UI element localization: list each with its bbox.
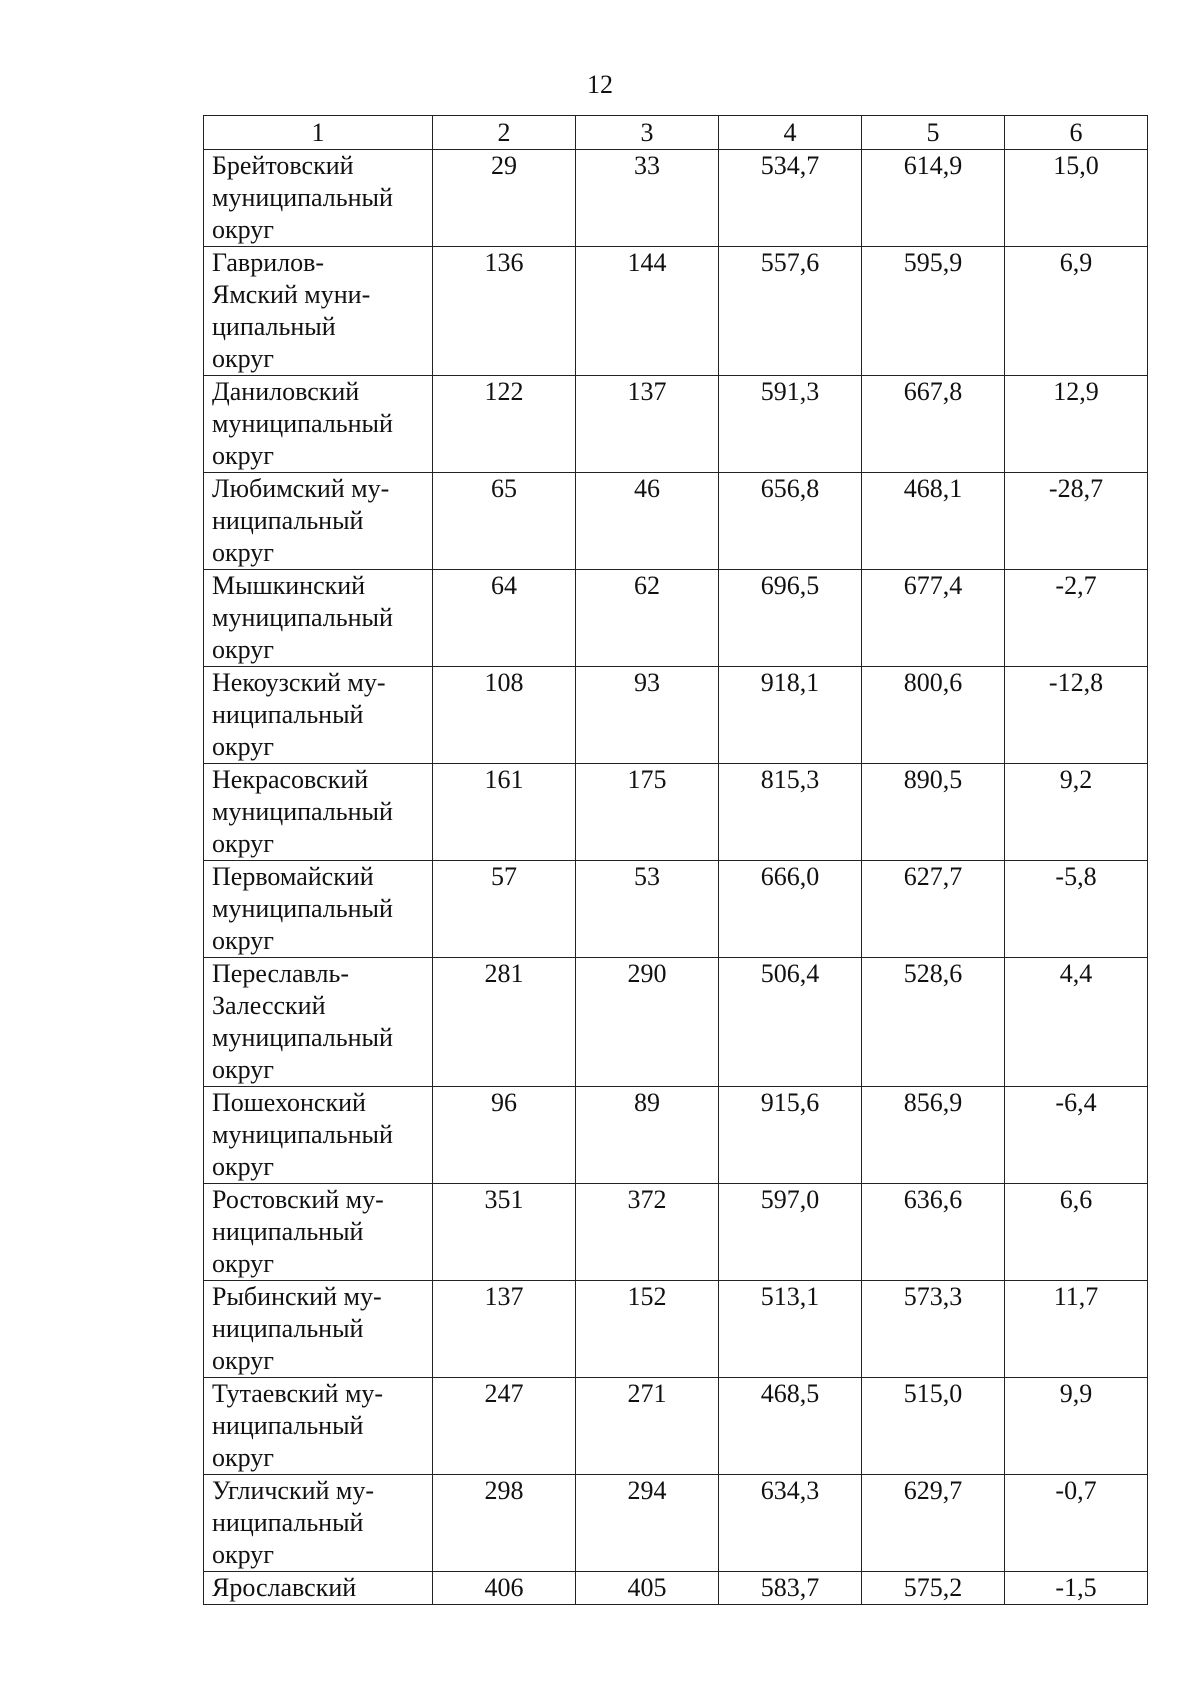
column-header: 3: [576, 116, 719, 150]
value-cell-c2: 351: [433, 1184, 576, 1281]
column-header: 6: [1005, 116, 1148, 150]
district-name-line: ниципальный: [212, 700, 364, 729]
district-name-cell: [204, 473, 433, 570]
district-name-line: Залесский: [212, 991, 326, 1020]
value-cell-c5: 636,6: [862, 1184, 1005, 1281]
district-name-cell: [204, 570, 433, 667]
table-row: [204, 247, 1148, 376]
value-cell-c3: 33: [576, 150, 719, 247]
district-name-cell: [204, 1475, 433, 1572]
value-cell-c4: 696,5: [719, 570, 862, 667]
value-cell-c3: 152: [576, 1281, 719, 1378]
table-row: [204, 1572, 1148, 1605]
district-name-line: Переславль-: [212, 959, 349, 988]
value-cell-c2: 108: [433, 667, 576, 764]
value-cell-c3: 62: [576, 570, 719, 667]
page-number: 12: [587, 70, 613, 99]
value-cell-c3: 372: [576, 1184, 719, 1281]
value-cell-c5: 890,5: [862, 764, 1005, 861]
district-name-line: Угличский му-: [212, 1476, 375, 1505]
value-cell-c6: -6,4: [1005, 1087, 1148, 1184]
value-cell-c4: 915,6: [719, 1087, 862, 1184]
value-cell-c2: 298: [433, 1475, 576, 1572]
value-cell-c4: 815,3: [719, 764, 862, 861]
value-cell-c5: 528,6: [862, 958, 1005, 1087]
value-cell-c6: 6,6: [1005, 1184, 1148, 1281]
value-cell-c3: 175: [576, 764, 719, 861]
value-cell-c3: 137: [576, 376, 719, 473]
value-cell-c2: 122: [433, 376, 576, 473]
district-name-line: муниципальный: [212, 1120, 393, 1149]
value-cell-c6: 12,9: [1005, 376, 1148, 473]
value-cell-c5: 595,9: [862, 247, 1005, 376]
value-cell-c6: 11,7: [1005, 1281, 1148, 1378]
district-name-cell: [204, 861, 433, 958]
district-name-cell: [204, 247, 433, 376]
district-name-line: Ярославский: [212, 1573, 357, 1602]
value-cell-c2: 65: [433, 473, 576, 570]
value-cell-c2: 29: [433, 150, 576, 247]
value-cell-c4: 513,1: [719, 1281, 862, 1378]
header-row: [204, 116, 1148, 150]
district-name-cell: [204, 1087, 433, 1184]
value-cell-c6: 9,9: [1005, 1378, 1148, 1475]
district-name-line: Рыбинский му-: [212, 1282, 382, 1311]
value-cell-c6: -2,7: [1005, 570, 1148, 667]
district-name-line: округ: [212, 1249, 274, 1278]
value-cell-c5: 468,1: [862, 473, 1005, 570]
district-name-line: округ: [212, 344, 274, 373]
value-cell-c5: 575,2: [862, 1572, 1005, 1605]
district-name-line: округ: [212, 215, 274, 244]
value-cell-c6: 4,4: [1005, 958, 1148, 1087]
district-name-cell: [204, 376, 433, 473]
district-name-cell: [204, 1378, 433, 1475]
value-cell-c4: 534,7: [719, 150, 862, 247]
value-cell-c4: 468,5: [719, 1378, 862, 1475]
value-cell-c5: 629,7: [862, 1475, 1005, 1572]
district-name-line: округ: [212, 1540, 274, 1569]
value-cell-c4: 591,3: [719, 376, 862, 473]
district-name-line: Любимский му-: [212, 474, 390, 503]
value-cell-c4: 666,0: [719, 861, 862, 958]
value-cell-c2: 406: [433, 1572, 576, 1605]
value-cell-c2: 161: [433, 764, 576, 861]
value-cell-c4: 634,3: [719, 1475, 862, 1572]
district-name-line: Гаврилов-: [212, 248, 325, 277]
table-row: [204, 1281, 1148, 1378]
value-cell-c4: 506,4: [719, 958, 862, 1087]
table-row: [204, 473, 1148, 570]
district-name-line: ниципальный: [212, 506, 364, 535]
district-name-line: округ: [212, 538, 274, 567]
value-cell-c2: 96: [433, 1087, 576, 1184]
value-cell-c2: 247: [433, 1378, 576, 1475]
district-name-cell: [204, 1572, 433, 1605]
district-name-line: ниципальный: [212, 1508, 364, 1537]
table-row: [204, 667, 1148, 764]
value-cell-c4: 557,6: [719, 247, 862, 376]
district-name-line: округ: [212, 1443, 274, 1472]
value-cell-c6: 9,2: [1005, 764, 1148, 861]
table-row: [204, 376, 1148, 473]
value-cell-c3: 405: [576, 1572, 719, 1605]
district-name-line: Даниловский: [212, 377, 360, 406]
value-cell-c3: 46: [576, 473, 719, 570]
district-name-line: ниципальный: [212, 1411, 364, 1440]
district-name-line: муниципальный: [212, 183, 393, 212]
district-name-line: ниципальный: [212, 1314, 364, 1343]
district-name-line: ниципальный: [212, 1217, 364, 1246]
district-name-line: Ямский муни-: [212, 280, 371, 309]
table-row: [204, 570, 1148, 667]
value-cell-c6: -12,8: [1005, 667, 1148, 764]
district-name-line: округ: [212, 1152, 274, 1181]
district-name-cell: [204, 667, 433, 764]
table-header: [204, 116, 1148, 150]
district-name-line: округ: [212, 829, 274, 858]
district-name-cell: [204, 764, 433, 861]
value-cell-c2: 281: [433, 958, 576, 1087]
value-cell-c6: 6,9: [1005, 247, 1148, 376]
table-row: [204, 958, 1148, 1087]
value-cell-c5: 856,9: [862, 1087, 1005, 1184]
district-name-cell: [204, 150, 433, 247]
district-name-line: Ростовский му-: [212, 1185, 384, 1214]
value-cell-c6: -5,8: [1005, 861, 1148, 958]
value-cell-c5: 677,4: [862, 570, 1005, 667]
value-cell-c3: 271: [576, 1378, 719, 1475]
table-body: [204, 150, 1148, 1605]
table-row: [204, 1475, 1148, 1572]
value-cell-c5: 573,3: [862, 1281, 1005, 1378]
table-row: [204, 1087, 1148, 1184]
district-name-line: муниципальный: [212, 603, 393, 632]
column-header: 4: [719, 116, 862, 150]
district-name-line: округ: [212, 1346, 274, 1375]
district-name-cell: [204, 1281, 433, 1378]
district-name-cell: [204, 1184, 433, 1281]
value-cell-c2: 136: [433, 247, 576, 376]
district-name-line: муниципальный: [212, 409, 393, 438]
table-row: [204, 1184, 1148, 1281]
value-cell-c3: 89: [576, 1087, 719, 1184]
value-cell-c6: -1,5: [1005, 1572, 1148, 1605]
district-name-line: Мышкинский: [212, 571, 366, 600]
value-cell-c5: 627,7: [862, 861, 1005, 958]
value-cell-c4: 583,7: [719, 1572, 862, 1605]
district-name-line: муниципальный: [212, 894, 393, 923]
value-cell-c4: 597,0: [719, 1184, 862, 1281]
column-header: 2: [433, 116, 576, 150]
table-row: [204, 764, 1148, 861]
value-cell-c3: 294: [576, 1475, 719, 1572]
column-header: 5: [862, 116, 1005, 150]
table-row: [204, 1378, 1148, 1475]
district-name-line: округ: [212, 732, 274, 761]
district-name-line: Некрасовский: [212, 765, 369, 794]
district-name-line: Некоузский му-: [212, 668, 386, 697]
column-header: 1: [204, 116, 433, 150]
district-name-line: муниципальный: [212, 797, 393, 826]
value-cell-c4: 918,1: [719, 667, 862, 764]
value-cell-c5: 800,6: [862, 667, 1005, 764]
value-cell-c6: -0,7: [1005, 1475, 1148, 1572]
district-name-line: Пошехонский: [212, 1088, 366, 1117]
value-cell-c4: 656,8: [719, 473, 862, 570]
district-name-line: Брейтовский: [212, 151, 354, 180]
district-name-cell: [204, 958, 433, 1087]
district-name-line: округ: [212, 635, 274, 664]
district-name-line: Первомайский: [212, 862, 374, 891]
value-cell-c3: 53: [576, 861, 719, 958]
table-row: [204, 150, 1148, 247]
value-cell-c3: 290: [576, 958, 719, 1087]
value-cell-c3: 93: [576, 667, 719, 764]
district-name-line: Тутаевский му-: [212, 1379, 384, 1408]
data-table: [203, 115, 1148, 1605]
district-name-line: округ: [212, 441, 274, 470]
district-name-line: округ: [212, 1055, 274, 1084]
value-cell-c5: 515,0: [862, 1378, 1005, 1475]
table-row: [204, 861, 1148, 958]
value-cell-c6: 15,0: [1005, 150, 1148, 247]
value-cell-c5: 614,9: [862, 150, 1005, 247]
value-cell-c6: -28,7: [1005, 473, 1148, 570]
district-name-line: округ: [212, 926, 274, 955]
value-cell-c2: 137: [433, 1281, 576, 1378]
district-name-line: муниципальный: [212, 1023, 393, 1052]
district-name-line: ципальный: [212, 312, 336, 341]
value-cell-c2: 57: [433, 861, 576, 958]
value-cell-c2: 64: [433, 570, 576, 667]
value-cell-c3: 144: [576, 247, 719, 376]
value-cell-c5: 667,8: [862, 376, 1005, 473]
